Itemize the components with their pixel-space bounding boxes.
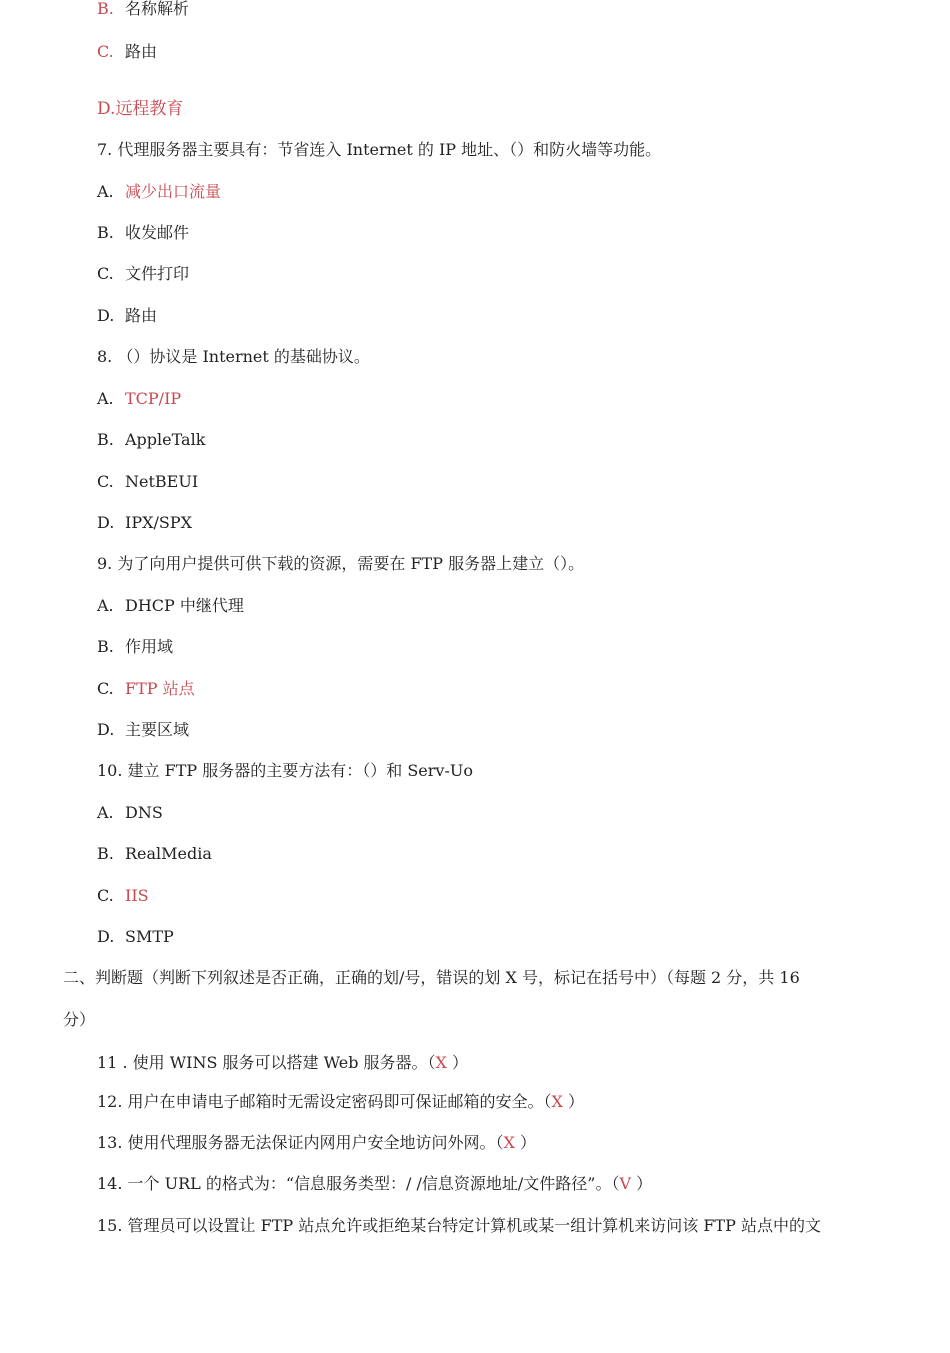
- question-7-stem: 7. 代理服务器主要具有：节省连入 Internet 的 IP 地址、（）和防火墙等功能。: [97, 140, 662, 159]
- judge-mark: X: [503, 1133, 515, 1152]
- judge-text: 11 . 使用 WINS 服务可以搭建 Web 服务器。（: [97, 1053, 436, 1072]
- judge-item: [97, 1132, 536, 1154]
- judge-item: [97, 1173, 652, 1195]
- option-text: 路由: [125, 42, 158, 61]
- q7-option-a-answer: [97, 181, 221, 203]
- option-text: IIS: [125, 886, 149, 905]
- option-text: NetBEUI: [125, 472, 199, 491]
- option-label: B.: [97, 0, 114, 18]
- question-8-stem: 8. （）协议是 Internet 的基础协议。: [97, 347, 370, 366]
- judge-text: 13. 使用代理服务器无法保证内网用户安全地访问外网。（: [97, 1133, 504, 1152]
- judge-close: ）: [446, 1053, 469, 1072]
- q6-option-b: [97, 0, 189, 20]
- q6-option-d-answer: [97, 98, 183, 120]
- q8-option-b: [97, 429, 205, 451]
- q9-option-b: [97, 636, 173, 658]
- option-text: 文件打印: [125, 264, 190, 283]
- q10-option-d: [97, 926, 174, 948]
- question-10-stem: 10. 建立 FTP 服务器的主要方法有：（）和 Serv-Uo: [97, 761, 473, 780]
- section-2-heading: 二、判断题（判断下列叙述是否正确，正确的划/号，错误的划 X 号，标记在括号中）（每题 2 分，共 16: [63, 968, 800, 987]
- option-label: C.: [97, 264, 114, 283]
- option-label: B.: [97, 430, 114, 449]
- q6-option-c: [97, 41, 157, 63]
- option-text: 主要区域: [125, 720, 190, 739]
- option-text: 作用域: [125, 637, 174, 656]
- option-label: A.: [97, 803, 114, 822]
- judge-text: 14. 一个 URL 的格式为：“信息服务类型：/ /信息资源地址/文件路径”。（: [97, 1174, 620, 1193]
- option-label: B.: [97, 223, 114, 242]
- option-label: B.: [97, 637, 114, 656]
- judge-text: 15. 管理员可以设置让 FTP 站点允许或拒绝某台特定计算机或某一组计算机来访问该 FTP 站点中的文: [97, 1216, 821, 1235]
- q10-option-a: [97, 802, 163, 824]
- option-label: D.: [97, 306, 115, 325]
- option-text: RealMedia: [125, 844, 212, 863]
- q8-option-c: [97, 471, 198, 493]
- judge-mark: X: [551, 1092, 563, 1111]
- judge-close: ）: [514, 1133, 537, 1152]
- q7-option-c: [97, 263, 189, 285]
- option-text: 路由: [125, 306, 158, 325]
- question-9-stem: 9. 为了向用户提供可供下载的资源，需要在 FTP 服务器上建立（）。: [97, 554, 585, 573]
- option-label: D.: [97, 927, 115, 946]
- q8-option-a-answer: [97, 388, 181, 410]
- option-text: 远程教育: [115, 99, 184, 119]
- q8-option-d: [97, 512, 192, 534]
- option-label: C.: [97, 472, 114, 491]
- option-label: D.: [97, 720, 115, 739]
- option-text: 收发邮件: [125, 223, 190, 242]
- judge-text: 12. 用户在申请电子邮箱时无需设定密码即可保证邮箱的安全。（: [97, 1092, 552, 1111]
- q9-option-d: [97, 719, 189, 741]
- option-text: IPX/SPX: [125, 513, 192, 532]
- option-label: D.: [97, 513, 115, 532]
- judge-close: ）: [631, 1174, 653, 1193]
- option-label: C.: [97, 679, 114, 698]
- option-text: AppleTalk: [125, 430, 206, 449]
- judge-mark: X: [435, 1053, 447, 1072]
- judge-item: [97, 1052, 468, 1074]
- option-text: DNS: [125, 803, 163, 822]
- q7-option-d: [97, 305, 157, 327]
- option-text: SMTP: [125, 927, 174, 946]
- q9-option-c-answer: [97, 678, 195, 700]
- option-label: B.: [97, 844, 114, 863]
- judge-item: [97, 1091, 584, 1113]
- option-label: C.: [97, 42, 114, 61]
- option-label: A.: [97, 182, 114, 201]
- option-label: A.: [97, 389, 114, 408]
- option-text: 名称解析: [125, 0, 190, 18]
- option-text: DHCP 中继代理: [125, 596, 244, 615]
- option-text: 减少出口流量: [125, 182, 222, 201]
- option-label: C.: [97, 886, 114, 905]
- option-text: FTP 站点: [125, 679, 195, 698]
- option-label: D.: [97, 99, 116, 119]
- option-text: TCP/IP: [125, 389, 182, 408]
- judge-item: [97, 1215, 821, 1237]
- option-label: A.: [97, 596, 114, 615]
- judge-mark: V: [619, 1174, 632, 1193]
- section-2-heading-cont: 分）: [63, 1010, 96, 1029]
- judge-close: ）: [562, 1092, 585, 1111]
- q7-option-b: [97, 222, 189, 244]
- q10-option-b: [97, 843, 212, 865]
- q10-option-c-answer: [97, 885, 149, 907]
- q9-option-a: [97, 595, 244, 617]
